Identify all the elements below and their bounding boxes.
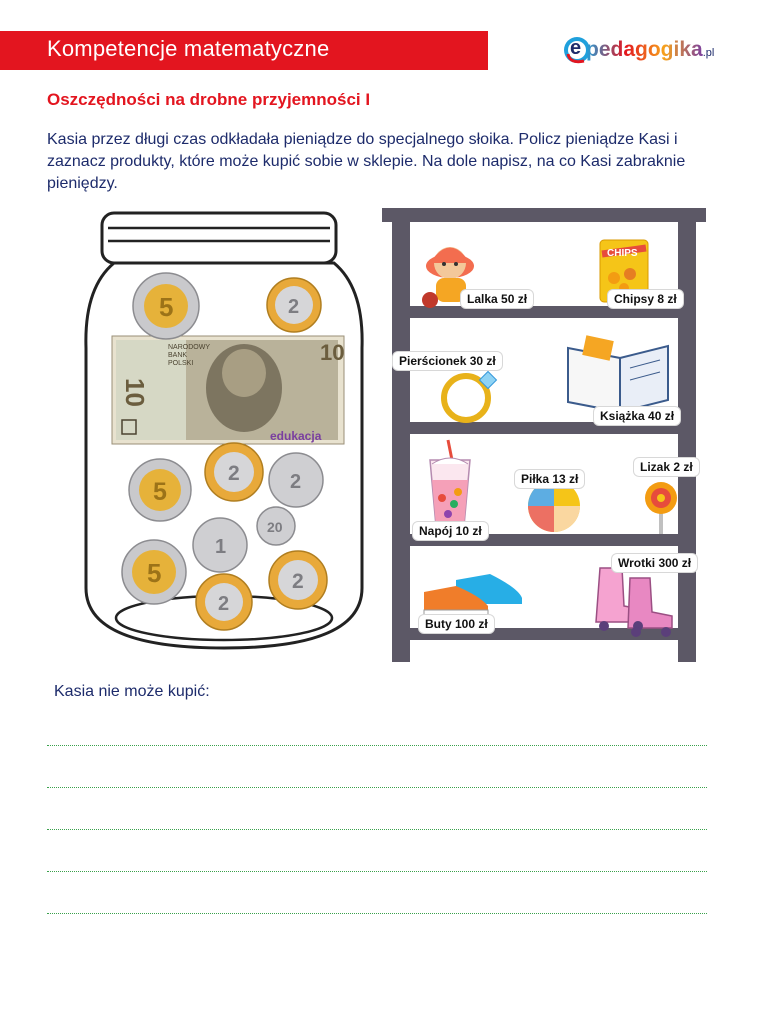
- svg-text:5: 5: [159, 292, 174, 322]
- banknote-watermark: edukacja: [270, 429, 322, 443]
- banknote-bank-line2: BANK: [168, 352, 188, 359]
- coin-2: [196, 574, 252, 630]
- coin-5: [129, 459, 191, 521]
- product-label-chips[interactable]: Chipsy 8 zł: [608, 290, 683, 308]
- money-jar: [74, 208, 374, 658]
- answer-line[interactable]: [47, 829, 707, 830]
- product-label-lollipop[interactable]: Lizak 2 zł: [634, 458, 699, 476]
- product-label-ball[interactable]: Piłka 13 zł: [515, 470, 584, 488]
- product-label-doll[interactable]: Lalka 50 zł: [461, 290, 533, 308]
- coin-2: [269, 551, 327, 609]
- worksheet-subtitle: Oszczędności na drobne przyjemności I: [47, 90, 371, 109]
- book-icon: [568, 335, 668, 412]
- svg-text:2: 2: [290, 471, 302, 493]
- answer-line[interactable]: [47, 787, 707, 788]
- store-shelf: [378, 208, 710, 664]
- svg-text:20: 20: [267, 519, 283, 535]
- chips-pack-text: CHIPS: [607, 248, 638, 259]
- coin-20: [257, 507, 295, 545]
- logo-brand: pedagogika.pl: [586, 38, 715, 61]
- product-label-shoes[interactable]: Buty 100 zł: [419, 615, 494, 633]
- banknote-10: [112, 336, 344, 444]
- coin-2-silver: [269, 453, 323, 507]
- svg-text:2: 2: [292, 570, 304, 593]
- svg-text:5: 5: [147, 558, 162, 588]
- product-label-rollerskates[interactable]: Wrotki 300 zł: [612, 554, 697, 572]
- logo: [562, 32, 732, 68]
- drink-icon: [430, 440, 470, 526]
- product-label-ring[interactable]: Pierścionek 30 zł: [393, 352, 502, 370]
- ring-icon: [444, 372, 496, 420]
- page-header-title: Kompetencje matematyczne: [47, 36, 330, 61]
- svg-text:2: 2: [288, 296, 300, 318]
- answer-line[interactable]: [47, 745, 707, 746]
- lollipop-icon: [645, 482, 677, 534]
- svg-text:2: 2: [218, 593, 230, 615]
- banknote-value-side: 10: [120, 378, 150, 407]
- task-instructions: Kasia przez długi czas odkładała pieniądze do specjalnego słoika. Policz pieniądze Kasi i zaznacz produkty, które może kupić sobie w sklepie. Na dole napisz, na co Kasi zabraknie pieniędzy.: [47, 131, 686, 192]
- coin-1: [193, 518, 247, 572]
- banknote-value: 10: [320, 340, 345, 365]
- coin-5: [122, 540, 186, 604]
- banknote-bank-line1: NARODOWY: [168, 344, 210, 351]
- logo-letter: e: [570, 37, 582, 59]
- svg-text:5: 5: [153, 478, 167, 506]
- svg-text:2: 2: [228, 462, 240, 485]
- jar-lid: [102, 213, 336, 263]
- svg-text:1: 1: [215, 536, 227, 558]
- product-label-drink[interactable]: Napój 10 zł: [413, 522, 488, 540]
- coin-5: [133, 273, 199, 339]
- coin-2: [267, 278, 321, 332]
- rollerskates-icon: [596, 568, 672, 637]
- answer-line[interactable]: [47, 913, 707, 914]
- answer-prompt: Kasia nie może kupić:: [54, 683, 210, 700]
- product-label-book[interactable]: Książka 40 zł: [594, 407, 680, 425]
- coin-2: [205, 443, 263, 501]
- shoes-icon: [424, 574, 522, 616]
- banknote-bank-line3: POLSKI: [168, 360, 194, 367]
- answer-line[interactable]: [47, 871, 707, 872]
